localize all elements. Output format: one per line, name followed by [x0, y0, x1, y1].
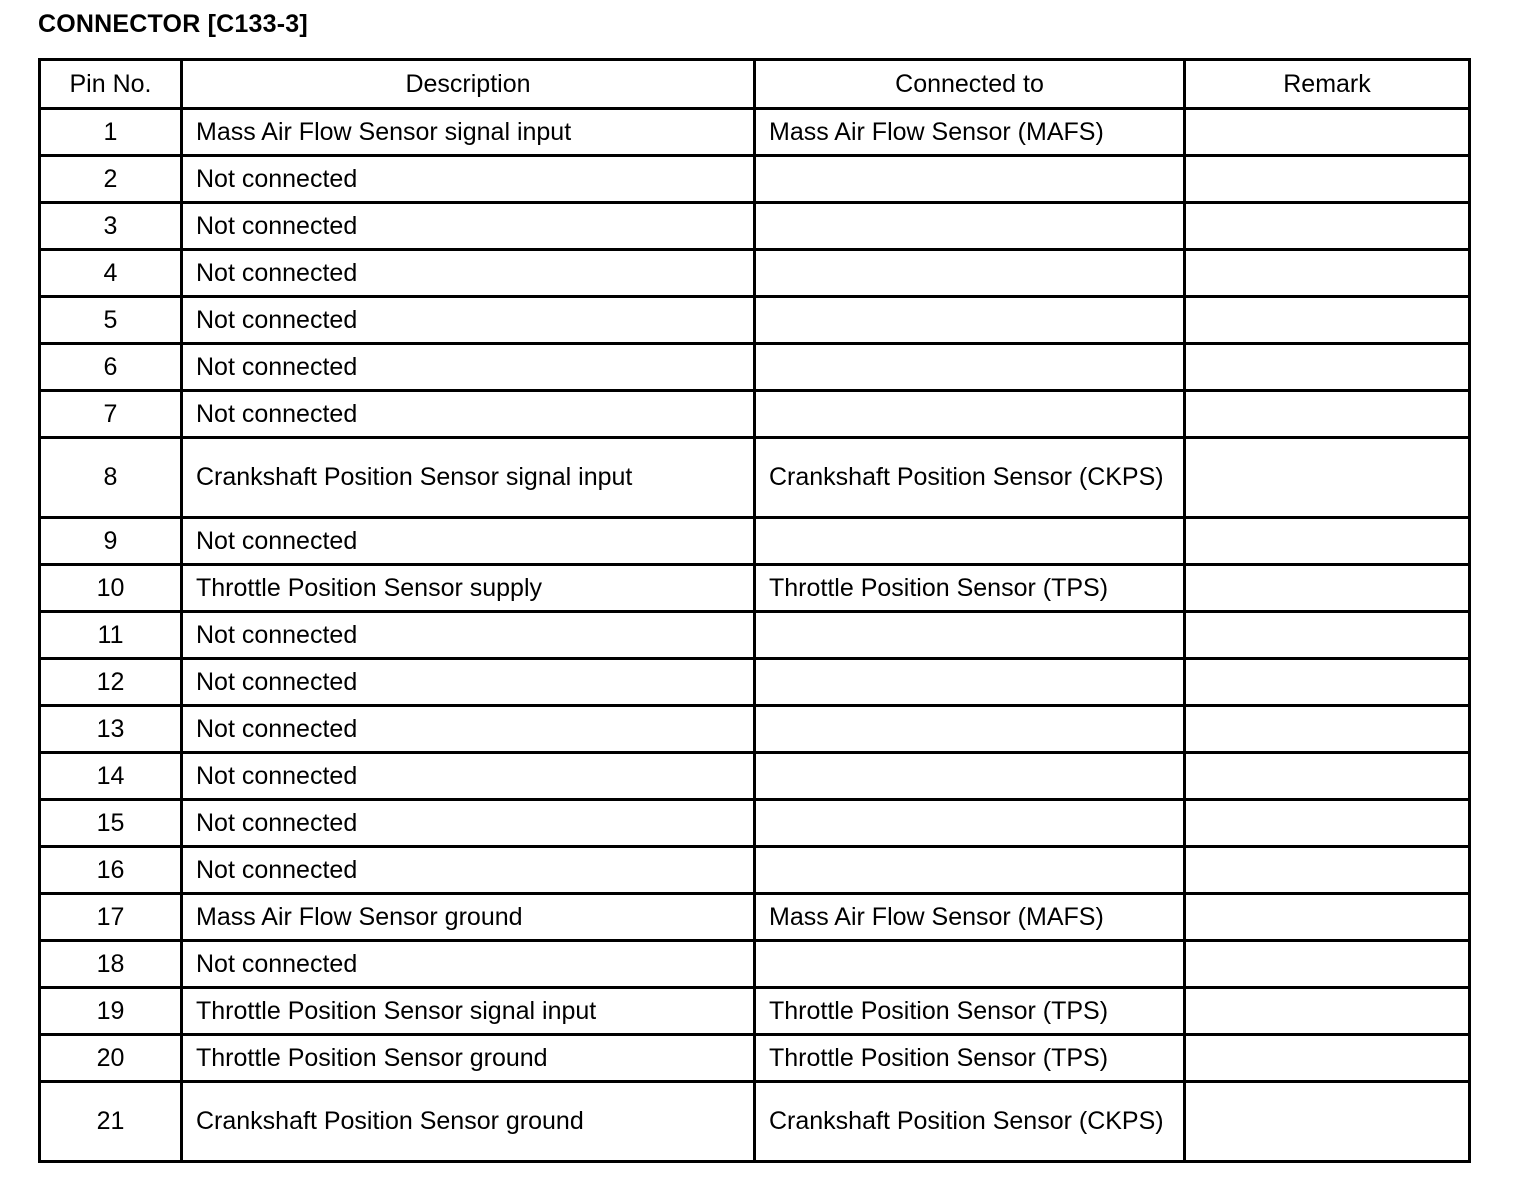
table-row	[40, 156, 1470, 203]
table-row	[40, 706, 1470, 753]
connected-to-cell: Throttle Position Sensor (TPS)	[755, 565, 1185, 612]
connected-to-cell: Throttle Position Sensor (TPS)	[755, 1035, 1185, 1082]
pin-number-cell: 13	[40, 706, 182, 753]
pin-number-cell: 18	[40, 941, 182, 988]
remark-cell	[1185, 565, 1470, 612]
remark-cell	[1185, 753, 1470, 800]
table-row	[40, 391, 1470, 438]
table-row	[40, 753, 1470, 800]
remark-cell	[1185, 706, 1470, 753]
column-header-remark: Remark	[1185, 60, 1470, 109]
description-cell: Not connected	[182, 659, 755, 706]
pin-number-cell: 15	[40, 800, 182, 847]
connected-to-cell	[755, 203, 1185, 250]
description-cell: Not connected	[182, 753, 755, 800]
remark-cell	[1185, 438, 1470, 518]
remark-cell	[1185, 109, 1470, 156]
table-row	[40, 518, 1470, 565]
table-row	[40, 988, 1470, 1035]
connected-to-cell: Throttle Position Sensor (TPS)	[755, 988, 1185, 1035]
table-row	[40, 800, 1470, 847]
column-header-pin: Pin No.	[40, 60, 182, 109]
connected-to-cell	[755, 297, 1185, 344]
pin-number-cell: 6	[40, 344, 182, 391]
pin-number-cell: 14	[40, 753, 182, 800]
description-cell: Not connected	[182, 518, 755, 565]
remark-cell	[1185, 156, 1470, 203]
remark-cell	[1185, 800, 1470, 847]
description-cell: Not connected	[182, 297, 755, 344]
connected-to-cell	[755, 391, 1185, 438]
pin-number-cell: 1	[40, 109, 182, 156]
connected-to-cell	[755, 941, 1185, 988]
description-cell: Not connected	[182, 847, 755, 894]
description-cell: Throttle Position Sensor signal input	[182, 988, 755, 1035]
table-row	[40, 1082, 1470, 1162]
table-body	[40, 109, 1470, 1162]
connected-to-cell	[755, 156, 1185, 203]
description-cell: Not connected	[182, 612, 755, 659]
connected-to-cell	[755, 659, 1185, 706]
description-cell: Crankshaft Position Sensor signal input	[182, 438, 755, 518]
connector-pin-table	[38, 58, 1471, 1163]
description-cell: Not connected	[182, 250, 755, 297]
connected-to-cell	[755, 518, 1185, 565]
remark-cell	[1185, 344, 1470, 391]
description-cell: Throttle Position Sensor supply	[182, 565, 755, 612]
connected-to-cell	[755, 800, 1185, 847]
remark-cell	[1185, 203, 1470, 250]
remark-cell	[1185, 1082, 1470, 1162]
connected-to-cell	[755, 344, 1185, 391]
description-cell: Not connected	[182, 706, 755, 753]
description-cell: Not connected	[182, 391, 755, 438]
remark-cell	[1185, 518, 1470, 565]
description-cell: Not connected	[182, 800, 755, 847]
pin-number-cell: 2	[40, 156, 182, 203]
description-cell: Not connected	[182, 203, 755, 250]
column-header-description: Description	[182, 60, 755, 109]
pin-number-cell: 7	[40, 391, 182, 438]
table-row	[40, 894, 1470, 941]
connected-to-cell	[755, 753, 1185, 800]
description-cell: Not connected	[182, 941, 755, 988]
pin-number-cell: 16	[40, 847, 182, 894]
description-cell: Mass Air Flow Sensor ground	[182, 894, 755, 941]
description-cell: Mass Air Flow Sensor signal input	[182, 109, 755, 156]
description-cell: Not connected	[182, 344, 755, 391]
remark-cell	[1185, 941, 1470, 988]
connected-to-cell: Mass Air Flow Sensor (MAFS)	[755, 109, 1185, 156]
pin-number-cell: 8	[40, 438, 182, 518]
remark-cell	[1185, 297, 1470, 344]
pin-number-cell: 4	[40, 250, 182, 297]
table-row	[40, 612, 1470, 659]
pin-number-cell: 11	[40, 612, 182, 659]
table-row	[40, 941, 1470, 988]
remark-cell	[1185, 250, 1470, 297]
remark-cell	[1185, 1035, 1470, 1082]
connected-to-cell: Mass Air Flow Sensor (MAFS)	[755, 894, 1185, 941]
remark-cell	[1185, 847, 1470, 894]
pin-number-cell: 19	[40, 988, 182, 1035]
table-row	[40, 297, 1470, 344]
remark-cell	[1185, 391, 1470, 438]
table-row	[40, 250, 1470, 297]
connected-to-cell: Crankshaft Position Sensor (CKPS)	[755, 1082, 1185, 1162]
pin-number-cell: 3	[40, 203, 182, 250]
pin-number-cell: 10	[40, 565, 182, 612]
remark-cell	[1185, 894, 1470, 941]
header-row	[40, 60, 1470, 109]
column-header-connected-to: Connected to	[755, 60, 1185, 109]
connected-to-cell: Crankshaft Position Sensor (CKPS)	[755, 438, 1185, 518]
remark-cell	[1185, 988, 1470, 1035]
description-cell: Not connected	[182, 156, 755, 203]
pin-number-cell: 21	[40, 1082, 182, 1162]
table-row	[40, 847, 1470, 894]
pin-number-cell: 12	[40, 659, 182, 706]
remark-cell	[1185, 659, 1470, 706]
table-row	[40, 344, 1470, 391]
document-title: CONNECTOR [C133-3]	[38, 10, 308, 38]
connected-to-cell	[755, 847, 1185, 894]
pin-number-cell: 20	[40, 1035, 182, 1082]
connected-to-cell	[755, 612, 1185, 659]
pin-number-cell: 9	[40, 518, 182, 565]
pin-number-cell: 5	[40, 297, 182, 344]
description-cell: Throttle Position Sensor ground	[182, 1035, 755, 1082]
table-row	[40, 109, 1470, 156]
description-cell: Crankshaft Position Sensor ground	[182, 1082, 755, 1162]
pin-number-cell: 17	[40, 894, 182, 941]
table-row	[40, 1035, 1470, 1082]
connected-to-cell	[755, 706, 1185, 753]
connected-to-cell	[755, 250, 1185, 297]
remark-cell	[1185, 612, 1470, 659]
table-row	[40, 438, 1470, 518]
table-row	[40, 203, 1470, 250]
table-row	[40, 659, 1470, 706]
table-row	[40, 565, 1470, 612]
